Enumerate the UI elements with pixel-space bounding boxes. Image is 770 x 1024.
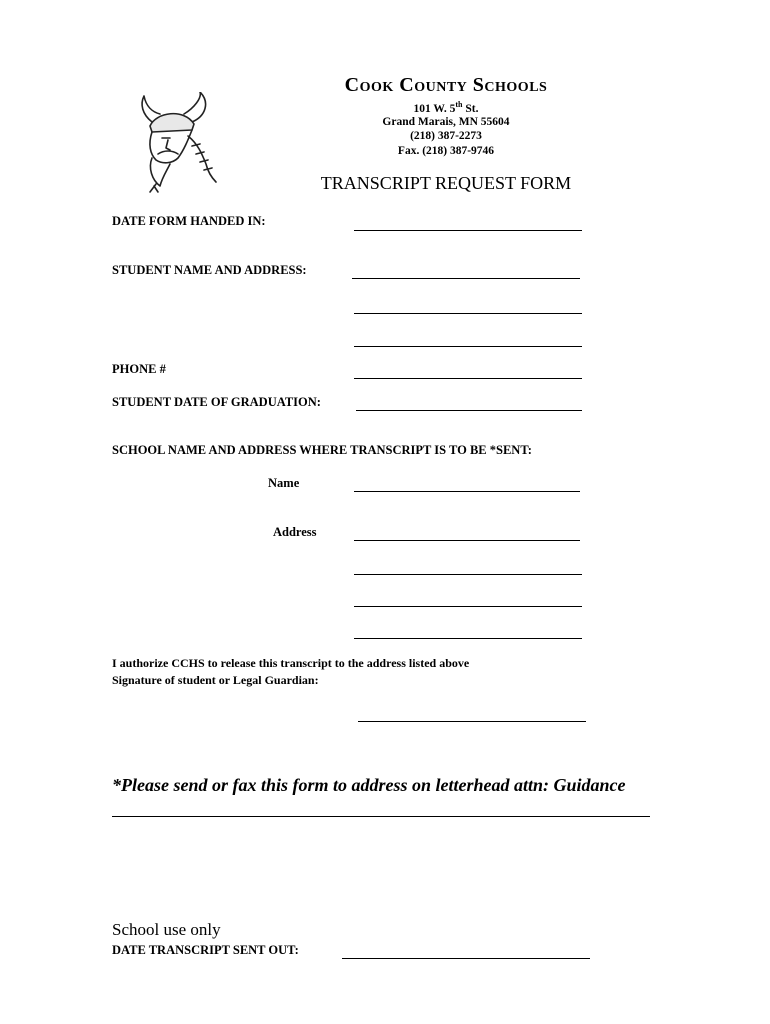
phone-label: PHONE # (112, 362, 166, 376)
phone-field[interactable] (354, 378, 582, 379)
recipient-address-label: Address (273, 525, 317, 539)
fax-instruction-rule (112, 816, 650, 817)
date-sent-label: DATE TRANSCRIPT SENT OUT: (112, 943, 299, 957)
date-handed-in-label: DATE FORM HANDED IN: (112, 214, 266, 228)
recipient-address-line-3[interactable] (354, 606, 582, 607)
graduation-date-field[interactable] (356, 410, 582, 411)
student-name-field[interactable] (352, 278, 580, 279)
school-use-label: School use only (112, 920, 221, 939)
student-address-line-1[interactable] (354, 313, 582, 314)
recipient-name-label: Name (268, 476, 300, 490)
signature-field[interactable] (358, 721, 586, 722)
city-state-zip: Grand Marais, MN 55604 (382, 116, 510, 128)
street-address: 101 W. 5th St. (413, 100, 479, 115)
viking-head-logo-icon (122, 92, 222, 194)
authorization-text: I authorize CCHS to release this transcript to the address listed above (112, 656, 470, 670)
student-address-line-2[interactable] (354, 346, 582, 347)
school-name: Cook County Schools (344, 74, 548, 96)
recipient-name-field[interactable] (354, 491, 580, 492)
form-title: TRANSCRIPT REQUEST FORM (320, 173, 572, 193)
date-sent-field[interactable] (342, 958, 590, 959)
date-handed-in-field[interactable] (354, 230, 582, 231)
signature-label: Signature of student or Legal Guardian: (112, 673, 319, 687)
phone-number: (218) 387-2273 (410, 130, 482, 142)
student-name-address-label: STUDENT NAME AND ADDRESS: (112, 263, 307, 277)
fax-instruction: *Please send or fax this form to address on letterhead attn: Guidance (112, 775, 626, 795)
graduation-date-label: STUDENT DATE OF GRADUATION: (112, 395, 321, 409)
fax-number: Fax. (218) 387-9746 (397, 145, 495, 157)
recipient-address-line-4[interactable] (354, 638, 582, 639)
recipient-address-line-1[interactable] (354, 540, 580, 541)
sent-to-heading: SCHOOL NAME AND ADDRESS WHERE TRANSCRIPT IS TO BE *SENT: (112, 443, 532, 457)
recipient-address-line-2[interactable] (354, 574, 582, 575)
